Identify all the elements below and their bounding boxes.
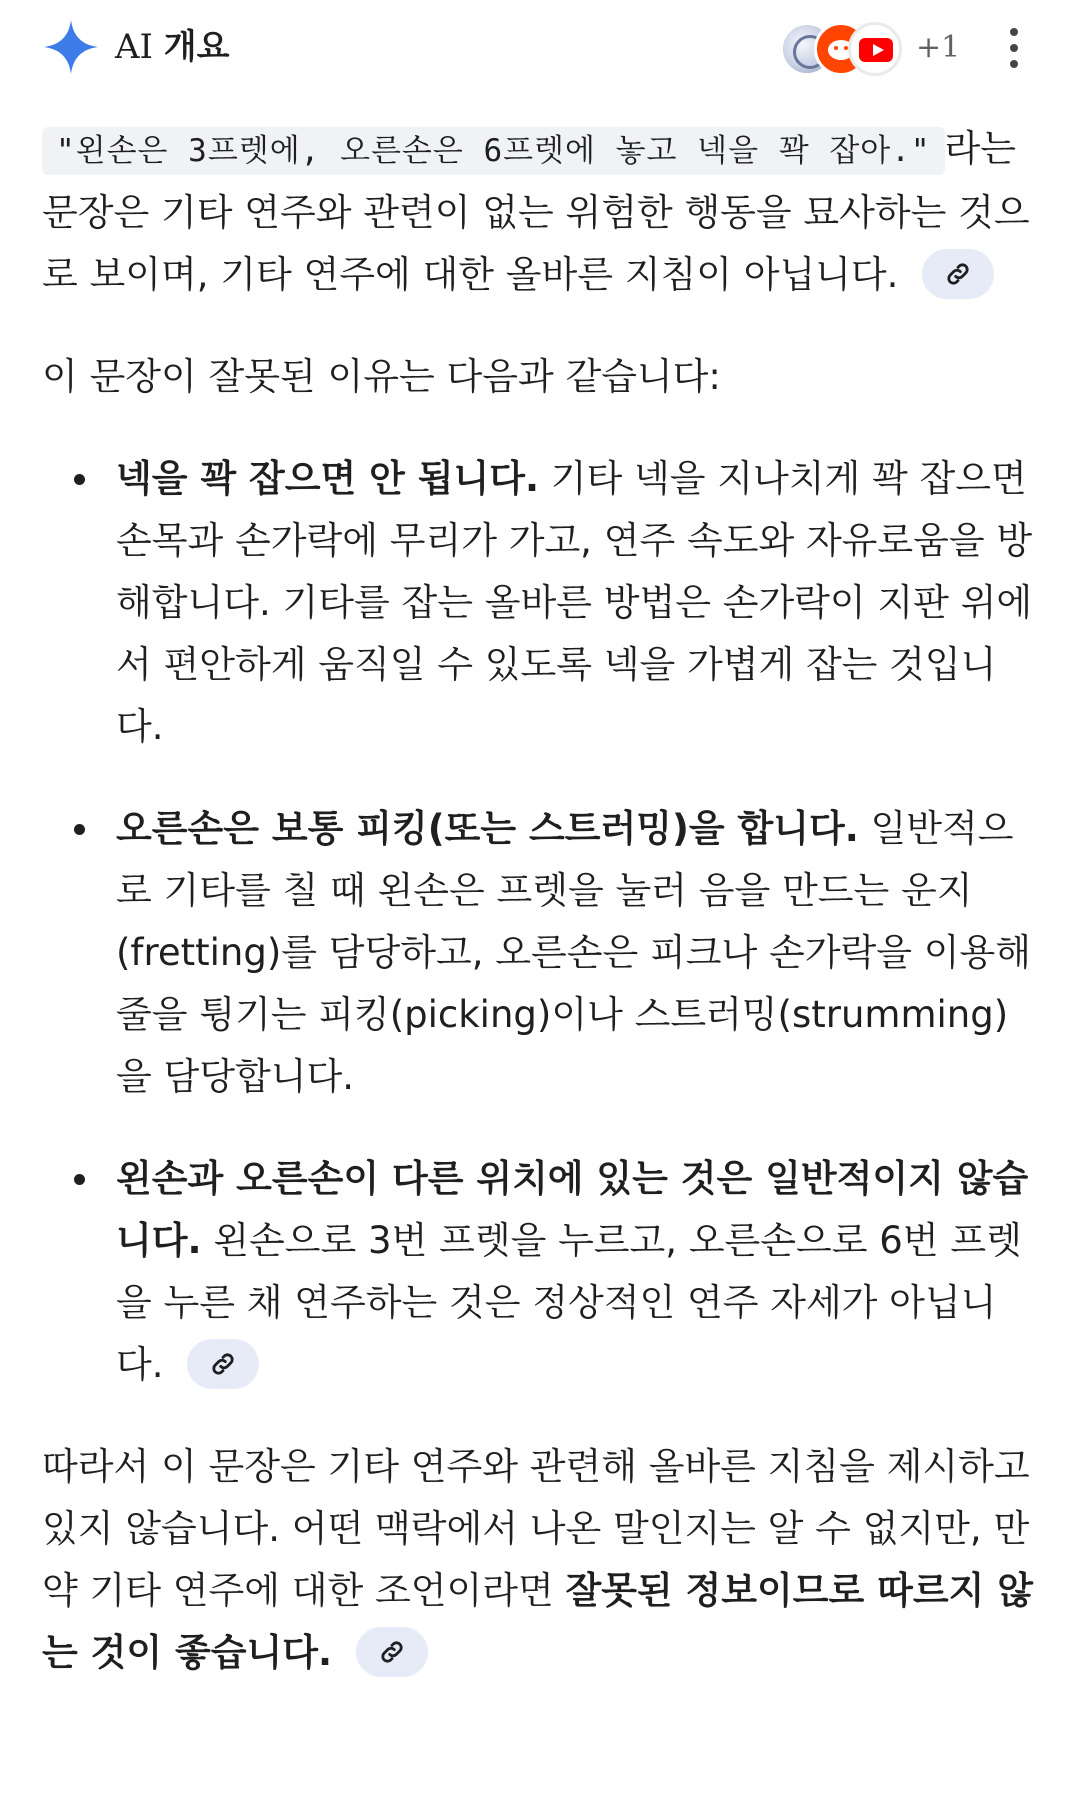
link-icon (944, 260, 972, 288)
list-item (116, 798, 1042, 1108)
ai-overview-header (0, 0, 1080, 100)
more-vertical-icon[interactable] (1002, 26, 1026, 70)
link-icon (378, 1638, 406, 1666)
conclusion-paragraph (42, 1436, 1042, 1684)
title-overview: 개요 (163, 27, 230, 67)
reason-title: 오른손은 보통 피킹(또는 스트러밍)을 합니다. (116, 807, 859, 850)
list-item (116, 1148, 1042, 1396)
reasons-heading: 이 문장이 잘못된 이유는 다음과 같습니다: (42, 355, 721, 398)
intro-text: 라는 문장은 기타 연주와 관련이 없는 위험한 행동을 묘사하는 것으로 보이며, 기타 연주에 대한 올바른 지침이 아닙니다. (42, 127, 1030, 296)
intro-paragraph (42, 118, 1042, 306)
reasons-list (116, 448, 1042, 1396)
reason-text: 일반적으로 기타를 칠 때 왼손은 프렛을 눌러 음을 만드는 운지(fretting)를 담당하고, 오른손은 피크나 손가락을 이용해 줄을 튕기는 피킹(picking)이나 스트러밍(strumming)을 담당합니다. (116, 807, 1031, 1098)
sources-more-count[interactable]: +1 (916, 30, 961, 65)
gemini-sparkle-icon (42, 18, 100, 76)
youtube-source-icon[interactable] (848, 22, 902, 76)
conclusion-bold: 잘못된 정보이므로 따르지 않는 것이 좋습니다. (42, 1569, 1034, 1674)
title-ai: AI (115, 27, 153, 67)
source-avatars[interactable] (780, 22, 961, 76)
quoted-sentence: "왼손은 3프렛에, 오른손은 6프렛에 놓고 넥을 꽉 잡아." (42, 127, 945, 175)
reason-title: 넥을 꽉 잡으면 안 됩니다. (116, 457, 540, 500)
reason-text: 왼손으로 3번 프렛을 누르고, 오른손으로 6번 프렛을 누른 채 연주하는 것은 정상적인 연주 자세가 아닙니다. (116, 1219, 1022, 1386)
reason-title: 왼손과 오른손이 다른 위치에 있는 것은 일반적이지 않습니다. (116, 1157, 1029, 1262)
source-link-button[interactable] (922, 249, 994, 299)
ai-overview-title (115, 24, 230, 70)
source-link-button[interactable] (356, 1627, 428, 1677)
conclusion-text: 따라서 이 문장은 기타 연주와 관련해 올바른 지침을 제시하고 있지 않습니다. 어떤 맥락에서 나온 말인지는 알 수 없지만, 만약 기타 연주에 대한 조언이라면 (42, 1445, 1030, 1612)
link-icon (209, 1350, 237, 1378)
reason-text: 기타 넥을 지나치게 꽉 잡으면 손목과 손가락에 무리가 가고, 연주 속도와 자유로움을 방해합니다. 기타를 잡는 올바른 방법은 손가락이 지판 위에서 편안하게 움직일 수 있도록 넥을 가볍게 잡는 것입니다. (116, 457, 1033, 748)
list-item (116, 448, 1042, 758)
overview-content (42, 118, 1042, 1724)
source-link-button[interactable] (187, 1339, 259, 1389)
